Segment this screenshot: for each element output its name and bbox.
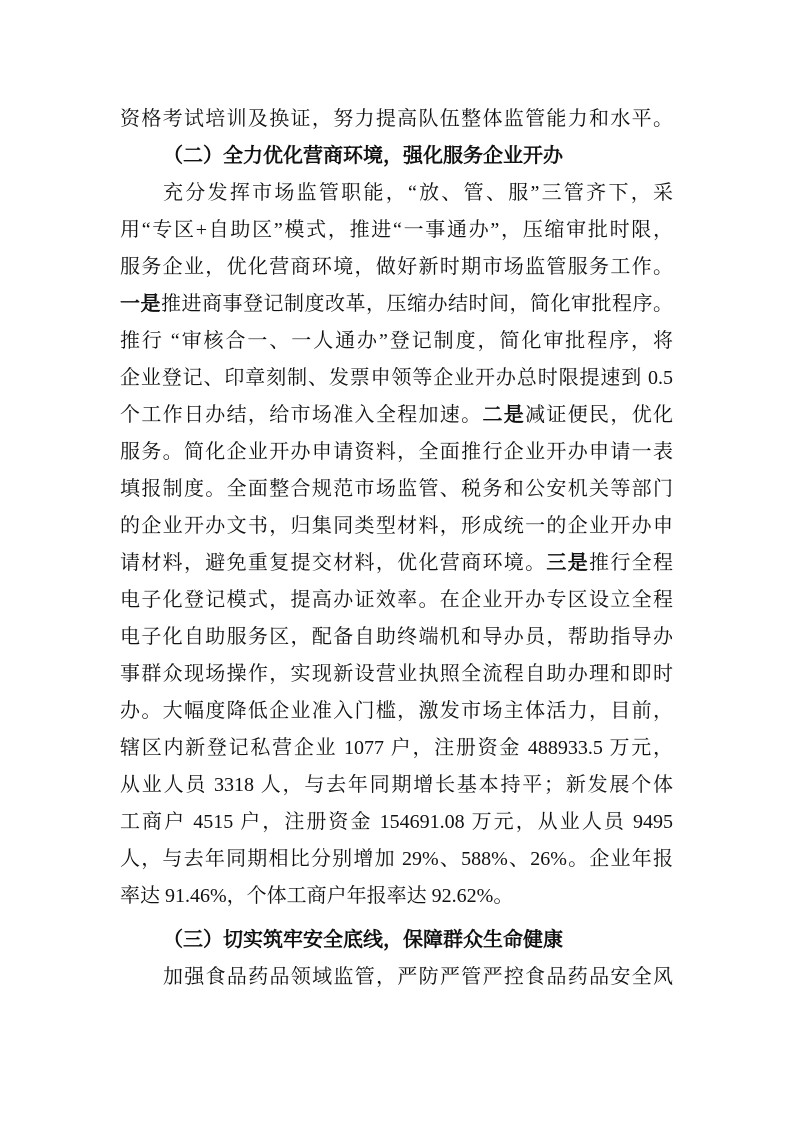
paragraph-line: 企业登记、印章刻制、发票申领等企业开办总时限提速到 0.5 [120,367,673,389]
paragraph-line: 人，与去年同期相比分别增加 29%、588%、26%。企业年报 [120,848,673,870]
carryover-line: 资格考试培训及换证，努力提高队伍整体监管能力和水平。 [120,108,673,130]
document-body [120,101,673,996]
paragraph-line: 辖区内新登记私营企业 1077 户，注册资金 488933.5 万元， [120,737,673,759]
paragraph-line: 填报制度。全面整合规范市场监管、税务和公安机关等部门 [120,478,673,500]
paragraph-text: 请材料，避免重复提交材料，优化营商环境。 [120,552,547,574]
point-marker-three: 三是 [546,552,590,574]
paragraph-line: 推行 “审核合一、一人通办”登记制度，简化审批程序，将 [120,330,673,352]
paragraph-line [120,397,673,434]
paragraph-line: 率达 91.46%，个体工商户年报率达 92.62%。 [120,885,514,907]
paragraph-line: 电子化自助服务区，配备自助终端机和导办员，帮助指导办 [120,626,673,648]
paragraph-line [120,286,673,323]
paragraph-line: 从业人员 3318 人，与去年同期增长基本持平；新发展个体 [120,774,673,796]
paragraph-line: 电子化登记模式，提高办证效率。在企业开办专区设立全程 [120,589,673,611]
paragraph-line: 工商户 4515 户，注册资金 154691.08 万元，从业人员 9495 [120,811,673,833]
paragraph-line: 的企业开办文书，归集同类型材料，形成统一的企业开办申 [120,515,673,537]
paragraph-line: 用“专区+自助区”模式，推进“一事通办”，压缩审批时限， [120,219,673,241]
section-3-heading: （三）切实筑牢安全底线，保障群众生命健康 [163,929,563,951]
paragraph-line: 事群众现场操作，实现新设营业执照全流程自助办理和即时 [120,663,673,685]
paragraph-line: 服务。简化企业开办申请资料，全面推行企业开办申请一表 [120,441,673,463]
paragraph-line [120,545,673,582]
paragraph-line: 服务企业，优化营商环境，做好新时期市场监管服务工作。 [120,256,673,278]
paragraph-text: 减证便民，优化 [525,404,673,426]
section-2-heading: （二）全力优化营商环境，强化服务企业开办 [163,145,563,167]
paragraph-line: 办。大幅度降低企业准入门槛，激发市场主体活力，目前， [120,700,673,722]
paragraph-text: 推行全程 [589,552,673,574]
point-marker-one: 一是 [120,293,161,315]
paragraph-text: 推进商事登记制度改革，压缩办结时间，简化审批程序。 [161,293,673,315]
paragraph-line: 加强食品药品领域监管，严防严管严控食品药品安全风 [163,966,673,988]
point-marker-two: 二是 [482,404,526,426]
paragraph-line: 充分发挥市场监管职能，“放、管、服”三管齐下，采 [163,182,673,204]
paragraph-text: 个工作日办结，给市场准入全程加速。 [120,404,483,426]
